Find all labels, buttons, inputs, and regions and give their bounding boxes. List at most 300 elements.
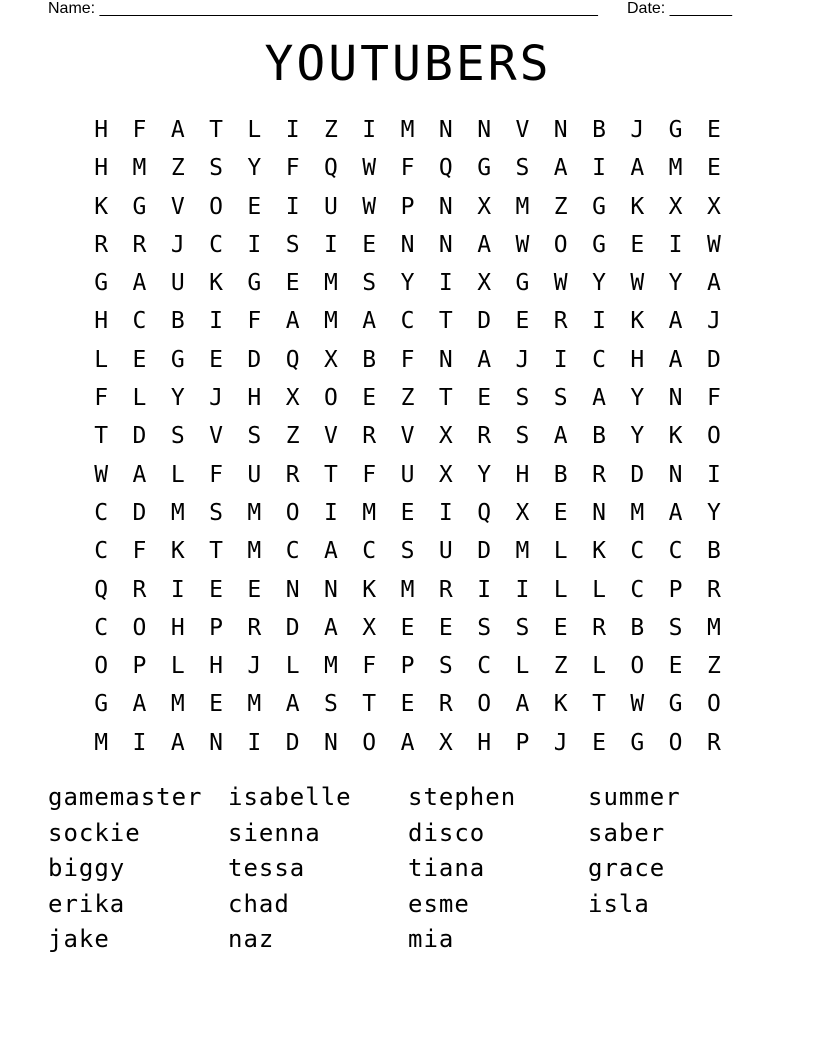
grid-letter: I [324, 231, 338, 258]
grid-letter: C [94, 499, 109, 526]
grid-letter: L [553, 576, 568, 603]
grid-letter: K [209, 270, 223, 297]
grid-letter: R [94, 231, 109, 258]
grid-letter: C [630, 538, 645, 565]
grid-letter: R [132, 231, 147, 258]
grid-letter: G [477, 155, 492, 182]
grid-letter: M [132, 155, 147, 182]
grid-letter: O [94, 653, 109, 680]
grid-letter: E [477, 385, 492, 412]
grid-letter: M [247, 499, 262, 526]
grid-letter: M [170, 691, 185, 718]
grid-letter: M [515, 538, 530, 565]
grid-letter: S [209, 499, 223, 526]
word-bank-item: grace [588, 854, 666, 882]
grid-letter: N [285, 576, 300, 603]
grid-letter: O [553, 231, 568, 258]
grid-letter: L [592, 653, 606, 680]
grid-letter: F [132, 538, 147, 565]
grid-letter: H [477, 729, 492, 756]
grid-letter: U [438, 538, 453, 565]
grid-letter: Y [592, 270, 606, 297]
grid-letter: G [247, 270, 262, 297]
grid-letter: I [668, 231, 683, 258]
grid-letter: M [247, 538, 262, 565]
grid-letter: E [438, 614, 453, 641]
grid-letter: M [706, 614, 721, 641]
grid-letter: B [362, 346, 377, 373]
grid-letter: O [668, 729, 683, 756]
word-bank-item: gamemaster [48, 783, 203, 811]
grid-letter: A [324, 614, 338, 641]
grid-letter: L [170, 653, 185, 680]
grid-letter: D [477, 538, 492, 565]
grid-letter: N [209, 729, 223, 756]
grid-letter: E [285, 270, 300, 297]
grid-letter: A [592, 385, 606, 412]
grid-row [82, 647, 733, 685]
grid-letter: D [132, 499, 147, 526]
grid-letter: Y [170, 385, 185, 412]
grid-letter: J [209, 385, 223, 412]
grid-letter: M [324, 270, 338, 297]
grid-letter: E [209, 576, 223, 603]
grid-letter: S [285, 231, 300, 258]
grid-letter: M [400, 117, 415, 143]
grid-letter: A [170, 729, 185, 756]
grid-letter: A [132, 691, 147, 718]
grid-letter: C [94, 538, 109, 565]
grid-letter: F [247, 308, 262, 335]
grid-letter: E [668, 653, 683, 680]
grid-letter: U [170, 270, 185, 297]
grid-letter: H [94, 155, 109, 182]
grid-letter: H [515, 461, 530, 488]
grid-letter: C [132, 308, 147, 335]
page-title: YOUTUBERS [264, 36, 552, 92]
grid-letter: M [400, 576, 415, 603]
grid-letter: B [170, 308, 185, 335]
grid-letter: S [668, 614, 683, 641]
grid-letter: E [592, 729, 606, 756]
grid-letter: E [400, 691, 415, 718]
grid-letter: S [553, 385, 568, 412]
grid-letter: U [400, 461, 415, 488]
grid-letter: D [285, 614, 300, 641]
grid-letter: W [706, 231, 721, 258]
grid-letter: X [706, 193, 721, 220]
grid-letter: I [285, 193, 300, 220]
grid-letter: I [553, 346, 568, 373]
grid-letter: W [362, 193, 377, 220]
grid-row [82, 226, 733, 264]
grid-letter: A [630, 155, 645, 182]
grid-letter: E [362, 385, 377, 412]
grid-letter: N [324, 576, 338, 603]
grid-letter: A [400, 729, 415, 756]
grid-letter: L [247, 117, 262, 143]
grid-letter: C [94, 614, 109, 641]
grid-letter: V [400, 423, 415, 450]
grid-letter: T [209, 117, 223, 143]
grid-letter: U [247, 461, 262, 488]
grid-letter: C [400, 308, 415, 335]
word-bank-row [48, 816, 768, 852]
grid-letter: C [477, 653, 492, 680]
grid-letter: Z [706, 653, 721, 680]
grid-letter: K [362, 576, 377, 603]
grid-letter: G [170, 346, 185, 373]
word-bank-item: sockie [48, 818, 141, 847]
grid-letter: T [209, 538, 223, 565]
grid-letter: S [209, 155, 223, 182]
word-bank-item: chad [228, 889, 290, 918]
grid-letter: V [209, 423, 223, 450]
grid-letter: E [706, 117, 721, 143]
grid-row [82, 341, 733, 379]
word-bank-item: tiana [408, 854, 486, 882]
grid-letter: P [400, 193, 415, 220]
word-bank-item [588, 922, 768, 958]
grid-letter: N [553, 117, 568, 143]
grid-letter: P [400, 653, 415, 680]
grid-row [82, 494, 733, 532]
grid-row [82, 724, 733, 762]
grid-letter: F [132, 117, 147, 143]
word-bank-item: sienna [228, 818, 321, 847]
grid-row [82, 456, 733, 494]
grid-letter: E [706, 155, 721, 182]
word-bank-row [48, 851, 768, 887]
grid-letter: X [438, 423, 453, 450]
grid-letter: D [285, 729, 300, 756]
grid-letter: O [132, 614, 147, 641]
grid-letter: G [94, 270, 109, 297]
grid-letter: A [132, 270, 147, 297]
word-bank-item: mia [408, 925, 455, 953]
grid-letter: I [170, 576, 185, 603]
grid-letter: J [247, 653, 262, 680]
grid-letter: F [362, 461, 377, 488]
grid-letter: O [285, 499, 300, 526]
grid-letter: E [400, 614, 415, 641]
grid-letter: N [592, 499, 606, 526]
grid-letter: W [515, 231, 530, 258]
grid-letter: Y [400, 270, 415, 297]
grid-letter: X [285, 385, 300, 412]
grid-row [82, 571, 733, 609]
grid-letter: O [209, 193, 223, 220]
grid-letter: A [553, 155, 568, 182]
grid-letter: O [362, 729, 377, 756]
grid-letter: Y [630, 385, 645, 412]
grid-letter: T [438, 385, 453, 412]
grid-letter: N [477, 117, 492, 143]
grid-letter: I [362, 117, 377, 143]
grid-letter: P [515, 729, 530, 756]
grid-row [82, 111, 733, 149]
grid-letter: H [247, 385, 262, 412]
grid-letter: E [247, 576, 262, 603]
grid-letter: N [438, 231, 453, 258]
grid-letter: O [706, 691, 721, 718]
grid-letter: V [515, 117, 530, 143]
grid-letter: I [515, 576, 530, 603]
grid-letter: R [285, 461, 300, 488]
grid-letter: R [706, 576, 721, 603]
grid-letter: F [362, 653, 377, 680]
grid-letter: O [324, 385, 338, 412]
grid-letter: A [285, 308, 300, 335]
grid-letter: J [515, 346, 530, 373]
grid-letter: I [209, 308, 223, 335]
grid-letter: E [247, 193, 262, 220]
grid-letter: N [438, 117, 453, 143]
grid-letter: X [477, 193, 492, 220]
grid-letter: I [247, 231, 262, 258]
grid-letter: Z [553, 193, 568, 220]
grid-letter: K [668, 423, 683, 450]
grid-letter: H [209, 653, 223, 680]
grid-letter: J [630, 117, 645, 143]
grid-letter: Y [706, 499, 721, 526]
grid-letter: M [94, 729, 109, 756]
grid-letter: M [515, 193, 530, 220]
grid-letter: I [706, 461, 721, 488]
grid-letter: R [438, 576, 453, 603]
grid-letter: R [477, 423, 492, 450]
grid-letter: R [592, 461, 606, 488]
grid-letter: I [592, 155, 606, 182]
grid-letter: D [477, 308, 492, 335]
word-bank-item: summer [588, 783, 681, 811]
grid-letter: H [94, 308, 109, 335]
grid-letter: L [170, 461, 185, 488]
grid-letter: S [515, 385, 530, 412]
grid-letter: S [515, 423, 530, 450]
grid-letter: G [668, 117, 683, 143]
grid-letter: F [706, 385, 721, 412]
word-bank-row [48, 922, 768, 958]
grid-letter: S [477, 614, 492, 641]
grid-letter: E [132, 346, 147, 373]
grid-letter: Y [630, 423, 645, 450]
grid-letter: J [706, 308, 721, 335]
grid-letter: G [592, 231, 606, 258]
grid-letter: B [630, 614, 645, 641]
name-line: Name: ________________________________________________________ [48, 0, 598, 17]
grid-letter: B [553, 461, 568, 488]
grid-letter: R [592, 614, 606, 641]
grid-letter: Z [285, 423, 300, 450]
grid-letter: U [324, 193, 338, 220]
grid-letter: S [170, 423, 185, 450]
grid-letter: L [94, 346, 109, 373]
grid-letter: D [706, 346, 721, 373]
grid-letter: C [630, 576, 645, 603]
grid-letter: V [324, 423, 338, 450]
grid-letter: I [324, 499, 338, 526]
grid-letter: K [170, 538, 185, 565]
grid-letter: R [553, 308, 568, 335]
grid-letter: F [400, 155, 415, 182]
word-bank-row [48, 780, 768, 816]
grid-row [82, 532, 733, 570]
grid-letter: Q [324, 155, 338, 182]
word-bank-item: biggy [48, 854, 126, 882]
grid-letter: R [247, 614, 262, 641]
grid-letter: D [247, 346, 262, 373]
grid-letter: X [477, 270, 492, 297]
grid-letter: E [553, 499, 568, 526]
grid-letter: J [170, 231, 185, 258]
grid-letter: Z [400, 385, 415, 412]
grid-letter: L [515, 653, 530, 680]
grid-letter: Z [553, 653, 568, 680]
grid-letter: C [362, 538, 377, 565]
grid-letter: A [668, 308, 683, 335]
grid-letter: M [630, 499, 645, 526]
grid-letter: I [592, 308, 606, 335]
grid-letter: A [362, 308, 377, 335]
grid-letter: S [400, 538, 415, 565]
word-bank-item: jake [48, 925, 110, 953]
word-bank-item: disco [408, 818, 486, 847]
word-bank-row [48, 887, 768, 923]
grid-letter: A [668, 346, 683, 373]
grid-row [82, 302, 733, 340]
grid-letter: G [630, 729, 645, 756]
grid-letter: P [132, 653, 147, 680]
grid-letter: A [285, 691, 300, 718]
grid-letter: L [592, 576, 606, 603]
grid-letter: D [132, 423, 147, 450]
grid-letter: H [170, 614, 185, 641]
grid-letter: M [170, 499, 185, 526]
worksheet-header [0, 0, 816, 20]
grid-letter: I [285, 117, 300, 143]
grid-row [82, 149, 733, 187]
grid-letter: L [132, 385, 147, 412]
grid-letter: K [94, 193, 109, 220]
grid-letter: M [324, 653, 338, 680]
grid-letter: C [592, 346, 606, 373]
grid-letter: Q [285, 346, 300, 373]
grid-letter: B [706, 538, 721, 565]
grid-letter: E [553, 614, 568, 641]
grid-letter: Q [438, 155, 453, 182]
grid-letter: B [592, 117, 606, 143]
grid-letter: R [438, 691, 453, 718]
grid-letter: A [170, 117, 185, 143]
grid-letter: Y [247, 155, 262, 182]
grid-letter: L [285, 653, 300, 680]
grid-letter: F [285, 155, 300, 182]
grid-letter: E [515, 308, 530, 335]
grid-letter: Q [94, 576, 109, 603]
grid-letter: E [209, 346, 223, 373]
grid-letter: I [132, 729, 147, 756]
grid-letter: M [247, 691, 262, 718]
grid-letter: K [553, 691, 568, 718]
grid-letter: K [630, 308, 645, 335]
letter-grid [82, 111, 733, 762]
grid-letter: M [668, 155, 683, 182]
grid-letter: A [477, 231, 492, 258]
grid-letter: X [515, 499, 530, 526]
grid-letter: E [630, 231, 645, 258]
grid-letter: B [592, 423, 606, 450]
grid-letter: W [362, 155, 377, 182]
grid-row [82, 417, 733, 455]
word-bank-item: erika [48, 889, 126, 918]
grid-letter: S [247, 423, 262, 450]
grid-letter: F [209, 461, 223, 488]
grid-letter: C [209, 231, 223, 258]
grid-letter: Y [668, 270, 683, 297]
grid-letter: G [94, 691, 109, 718]
grid-letter: Y [477, 461, 492, 488]
grid-row [82, 379, 733, 417]
grid-letter: A [668, 499, 683, 526]
grid-row [82, 264, 733, 302]
grid-letter: G [515, 270, 530, 297]
grid-letter: C [285, 538, 300, 565]
grid-letter: N [400, 231, 415, 258]
grid-letter: P [668, 576, 683, 603]
word-bank [48, 780, 768, 958]
grid-letter: R [132, 576, 147, 603]
grid-letter: I [438, 499, 453, 526]
word-bank-item: tessa [228, 854, 306, 882]
grid-letter: N [668, 385, 683, 412]
grid-letter: I [438, 270, 453, 297]
grid-letter: H [630, 346, 645, 373]
grid-letter: R [706, 729, 721, 756]
grid-row [82, 685, 733, 723]
grid-letter: T [438, 308, 453, 335]
grid-letter: L [553, 538, 568, 565]
grid-letter: X [438, 461, 453, 488]
grid-letter: W [553, 270, 568, 297]
grid-letter: K [592, 538, 606, 565]
grid-letter: G [668, 691, 683, 718]
grid-letter: A [477, 346, 492, 373]
grid-letter: J [553, 729, 568, 756]
grid-letter: P [209, 614, 223, 641]
grid-letter: W [94, 461, 109, 488]
grid-letter: S [515, 155, 530, 182]
date-line: Date: _______ [627, 0, 732, 17]
grid-letter: E [209, 691, 223, 718]
word-bank-item: saber [588, 818, 666, 847]
grid-letter: Z [324, 117, 338, 143]
grid-letter: A [324, 538, 338, 565]
grid-letter: V [170, 193, 185, 220]
grid-letter: G [592, 193, 606, 220]
grid-letter: W [630, 270, 645, 297]
grid-letter: S [515, 614, 530, 641]
grid-letter: T [94, 423, 109, 450]
grid-letter: T [592, 691, 606, 718]
grid-letter: A [515, 691, 530, 718]
grid-letter: X [362, 614, 377, 641]
grid-letter: S [362, 270, 377, 297]
word-bank-item: naz [228, 925, 275, 953]
grid-letter: S [438, 653, 453, 680]
grid-letter: I [247, 729, 262, 756]
grid-letter: F [400, 346, 415, 373]
